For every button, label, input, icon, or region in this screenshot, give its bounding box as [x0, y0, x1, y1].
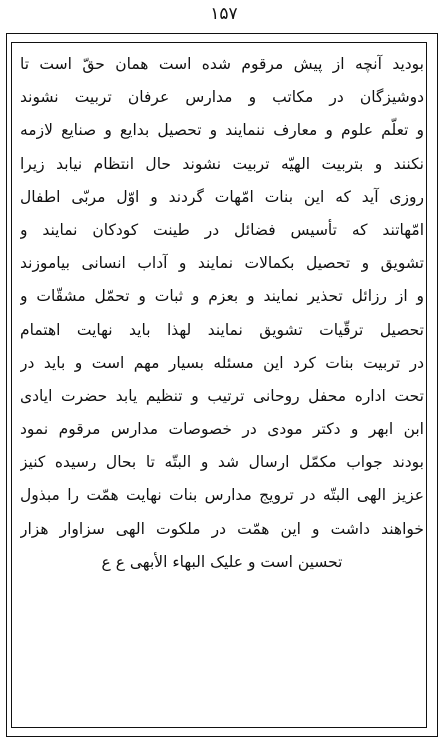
- text-line: و تعلّم علوم و معارف ننمایند و تحصیل بدایع و صنایع لازمه: [20, 121, 424, 140]
- text-line: و از رزائل تحذیر نمایند و بعزم و ثبات و تحمّل مشقّات و: [20, 287, 424, 306]
- page-number: ۱۵۷: [210, 4, 238, 24]
- text-line: تحصیل ترقّیات تشویق نمایند لهذا باید نهایت اهتمام: [20, 320, 424, 339]
- text-line: نکنند و بتربیت الهیّه تربیت نشوند حال انتظام نیابد زیرا: [20, 154, 424, 173]
- text-line: امّهاتند که تأسیس فضائل در طینت کودکان نمایند و: [20, 220, 424, 239]
- text-line: تشویق و تحصیل بکمالات نمایند و آداب انسانی بیاموزند: [20, 254, 424, 273]
- text-line-closing: تحسین است و علیک البهاء الأبهی ع ع: [101, 552, 343, 571]
- text-line: عزیز الهی البتّه در ترویج مدارس بنات نهایت همّت را مبذول: [20, 486, 424, 505]
- letter-body: [20, 48, 424, 579]
- text-line: ابن ابهر و دکتر مودی در خصوصات مدارس مرقوم نمود: [20, 420, 424, 439]
- text-line: تحت اداره محفل روحانی ترتیب و تنظیم یابد حضرت ایادی: [20, 386, 424, 405]
- text-line: روزی آید که این بنات امّهات گردند و اوّل مربّی اطفال: [20, 187, 424, 206]
- text-line: خواهند داشت و این همّت در ملکوت الهی سزاوار هزار: [20, 519, 424, 538]
- text-line: دوشیزگان در مکاتب و مدارس عرفان تربیت نشوند: [20, 88, 424, 107]
- text-line: بودید آنچه از پیش مرقوم شده است همان حقّ است تا: [20, 55, 424, 73]
- text-line: بودند جواب مکمّل ارسال شد و البتّه تا بحال رسیده کنیز: [20, 453, 424, 472]
- text-line: در تربیت بنات کرد این مسئله بسیار مهم است و باید در: [20, 353, 424, 372]
